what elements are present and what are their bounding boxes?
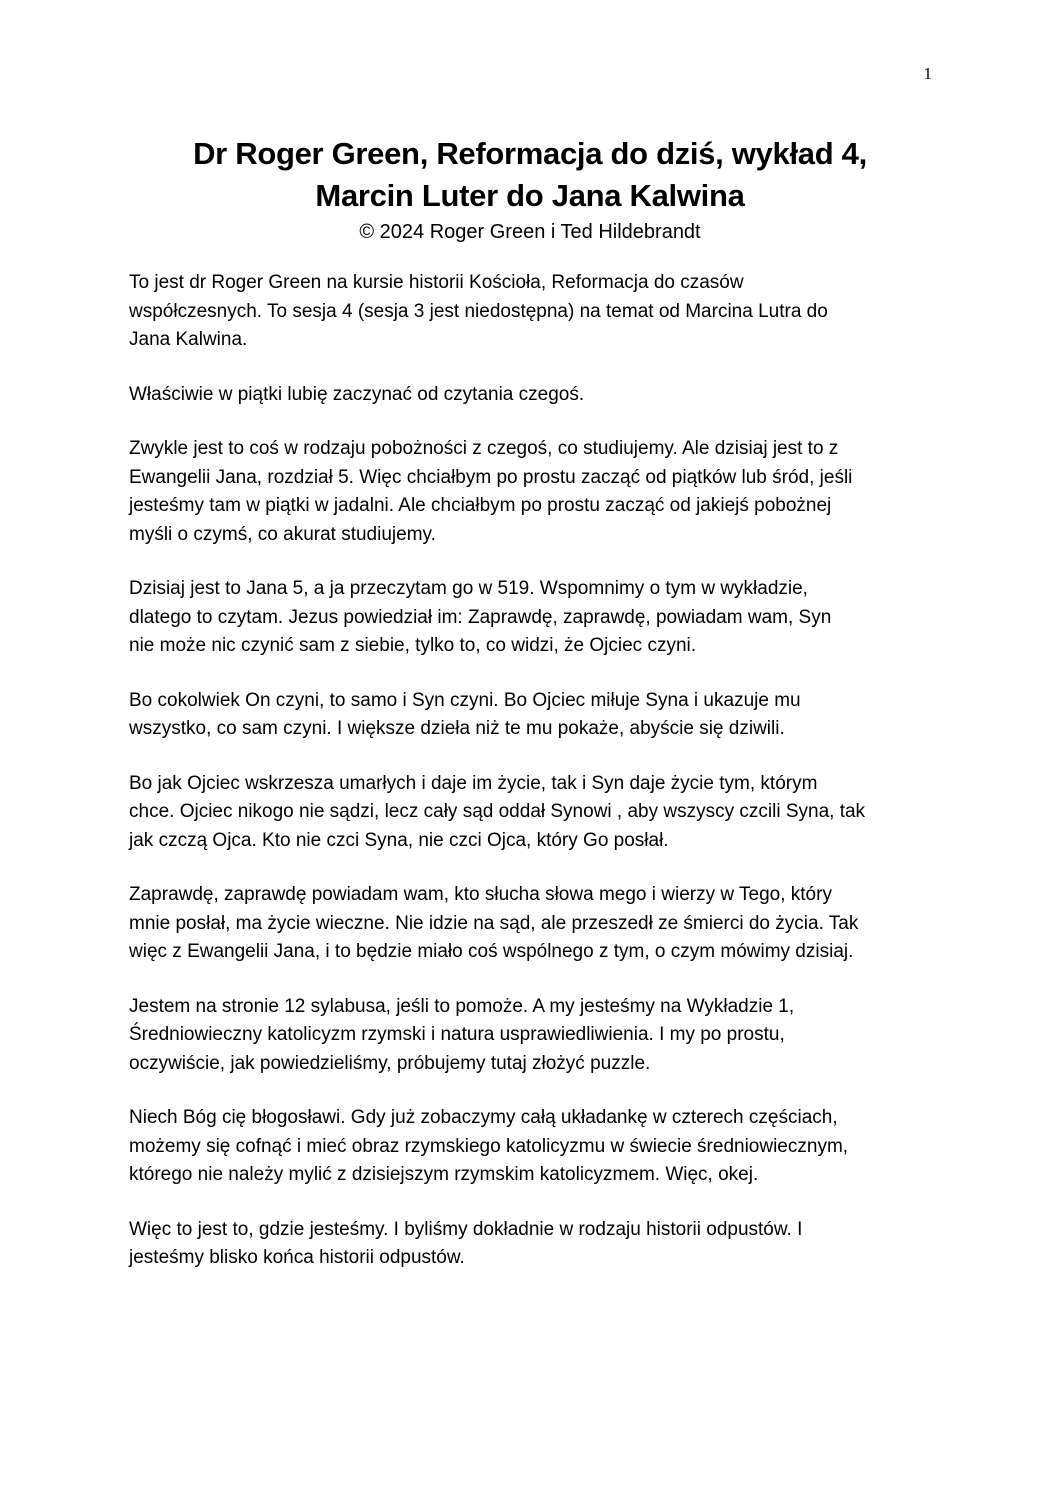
paragraph-line: którego nie należy mylić z dzisiejszym rzymskim katolicyzmem. Więc, okej.: [129, 1164, 759, 1185]
paragraph-line: Średniowieczny katolicyzm rzymski i natura usprawiedliwienia. I my po prostu,: [129, 1024, 785, 1045]
paragraph-line: Właściwie w piątki lubię zaczynać od czytania czegoś.: [129, 383, 585, 405]
paragraph: [129, 269, 949, 355]
paragraph-line: Jana Kalwina.: [129, 329, 248, 350]
page-number: 1: [923, 64, 932, 83]
paragraph-line: jesteśmy blisko końca historii odpustów.: [129, 1247, 465, 1268]
paragraph: [129, 687, 949, 744]
title-block: [120, 133, 940, 245]
paragraph-line: Niech Bóg cię błogosławi. Gdy już zobaczymy całą układankę w czterech częściach,: [129, 1107, 838, 1128]
paragraph-line: możemy się cofnąć i mieć obraz rzymskiego katolicyzmu w świecie średniowiecznym,: [129, 1135, 849, 1157]
document-title-line-1: Dr Roger Green, Reformacja do dziś, wykład 4,: [193, 136, 867, 171]
document-body: [129, 269, 949, 1299]
paragraph: [129, 575, 949, 661]
paragraph-line: Ewangelii Jana, rozdział 5. Więc chciałbym po prostu zacząć od piątków lub śród, jeśli: [129, 466, 853, 488]
paragraph-line: Więc to jest to, gdzie jesteśmy. I byliśmy dokładnie w rodzaju historii odpustów. I: [129, 1218, 803, 1240]
paragraph: [129, 1104, 949, 1190]
paragraph-line: dlatego to czytam. Jezus powiedział im: Zaprawdę, zaprawdę, powiadam wam, Syn: [129, 606, 832, 628]
document-title-line-2: Marcin Luter do Jana Kalwina: [315, 178, 745, 213]
paragraph: [129, 381, 949, 410]
paragraph-line: Bo cokolwiek On czyni, to samo i Syn czyni. Bo Ojciec miłuje Syna i ukazuje mu: [129, 689, 801, 711]
paragraph-line: chce. Ojciec nikogo nie sądzi, lecz cały sąd oddał Synowi , aby wszyscy czcili Syna, tak: [129, 801, 866, 822]
paragraph-line: wszystko, co sam czyni. I większe dzieła niż te mu pokaże, abyście się dziwili.: [129, 718, 785, 739]
paragraph: [129, 435, 949, 549]
copyright-notice: © 2024 Roger Green i Ted Hildebrandt: [359, 221, 701, 243]
paragraph-line: Zaprawdę, zaprawdę powiadam wam, kto słucha słowa mego i wierzy w Tego, który: [129, 884, 832, 905]
paragraph-line: mnie posłał, ma życie wieczne. Nie idzie na sąd, ale przeszedł ze śmierci do życia. Tak: [129, 912, 859, 934]
paragraph: [129, 1216, 949, 1273]
paragraph-line: myśli o czymś, co akurat studiujemy.: [129, 523, 436, 545]
paragraph-line: jak czczą Ojca. Kto nie czci Syna, nie czci Ojca, który Go posłał.: [129, 829, 669, 851]
paragraph-line: więc z Ewangelii Jana, i to będzie miało coś wspólnego z tym, o czym mówimy dzisiaj.: [129, 941, 854, 962]
paragraph-line: jesteśmy tam w piątki w jadalni. Ale chciałbym po prostu zacząć od jakiejś pobożnej: [129, 495, 832, 516]
paragraph-line: Jestem na stronie 12 sylabusa, jeśli to pomoże. A my jesteśmy na Wykładzie 1,: [129, 995, 795, 1017]
paragraph-line: nie może nic czynić sam z siebie, tylko to, co widzi, że Ojciec czyni.: [129, 635, 697, 656]
paragraph: [129, 881, 949, 967]
paragraph-line: To jest dr Roger Green na kursie historii Kościoła, Reformacja do czasów: [129, 272, 744, 293]
paragraph: [129, 770, 949, 856]
paragraph-line: współczesnych. To sesja 4 (sesja 3 jest niedostępna) na temat od Marcina Lutra do: [129, 300, 828, 322]
paragraph-line: oczywiście, jak powiedzieliśmy, próbujemy tutaj złożyć puzzle.: [129, 1052, 651, 1074]
paragraph-line: Zwykle jest to coś w rodzaju pobożności z czegoś, co studiujemy. Ale dzisiaj jest to z: [129, 438, 839, 459]
paragraph: [129, 993, 949, 1079]
paragraph-line: Dzisiaj jest to Jana 5, a ja przeczytam go w 519. Wspomnimy o tym w wykładzie,: [129, 578, 808, 599]
paragraph-line: Bo jak Ojciec wskrzesza umarłych i daje im życie, tak i Syn daje życie tym, którym: [129, 772, 818, 794]
